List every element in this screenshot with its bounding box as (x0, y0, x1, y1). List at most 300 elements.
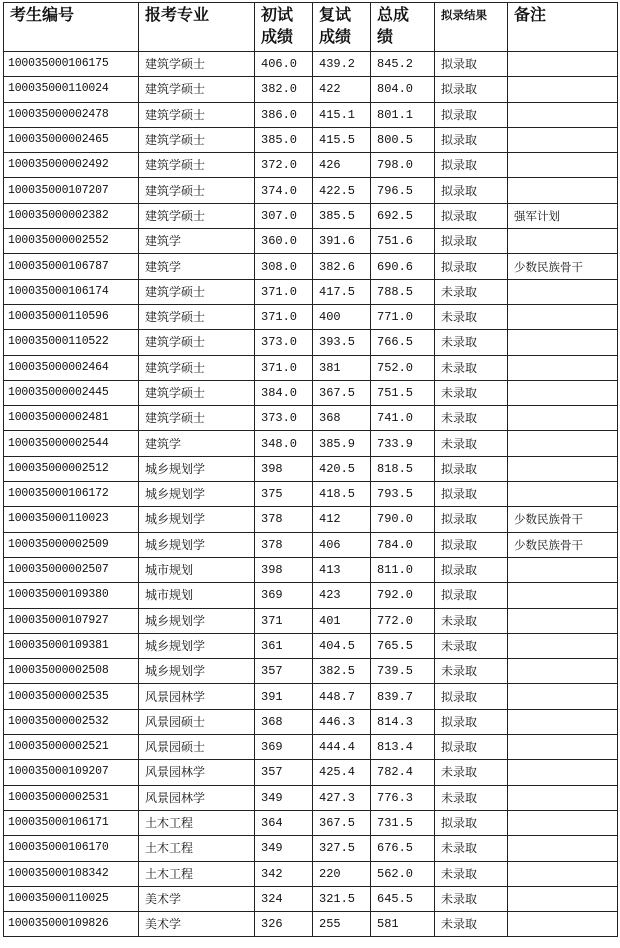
cell-major: 建筑学硕士 (139, 153, 255, 178)
cell-major: 建筑学硕士 (139, 178, 255, 203)
cell-total-score: 751.6 (371, 229, 435, 254)
cell-candidate-id: 100035000108342 (4, 861, 139, 886)
cell-total-score: 676.5 (371, 836, 435, 861)
cell-remarks (508, 482, 618, 507)
cell-total-score: 771.0 (371, 304, 435, 329)
cell-major: 城乡规划学 (139, 633, 255, 658)
cell-remarks (508, 77, 618, 102)
cell-total-score: 790.0 (371, 507, 435, 532)
cell-second-score: 382.6 (313, 254, 371, 279)
cell-total-score: 792.0 (371, 583, 435, 608)
table-row (4, 760, 618, 785)
cell-first-score: 326 (255, 912, 313, 937)
cell-total-score: 581 (371, 912, 435, 937)
cell-candidate-id: 100035000002509 (4, 532, 139, 557)
cell-second-score: 391.6 (313, 229, 371, 254)
header-row (4, 3, 618, 52)
cell-first-score: 385.0 (255, 127, 313, 152)
cell-first-score: 386.0 (255, 102, 313, 127)
cell-total-score: 690.6 (371, 254, 435, 279)
header-first-score (255, 3, 313, 52)
cell-first-score: 398 (255, 456, 313, 481)
table-row (4, 127, 618, 152)
table-row (4, 507, 618, 532)
header-total-score (371, 3, 435, 52)
table-row (4, 102, 618, 127)
cell-second-score: 415.1 (313, 102, 371, 127)
cell-second-score: 448.7 (313, 684, 371, 709)
header-label-line: 总成 (377, 5, 410, 24)
cell-candidate-id: 100035000002508 (4, 659, 139, 684)
cell-major: 风景园林学 (139, 785, 255, 810)
cell-result: 拟录取 (435, 507, 508, 532)
cell-second-score: 401 (313, 608, 371, 633)
cell-first-score: 349 (255, 836, 313, 861)
cell-total-score: 793.5 (371, 482, 435, 507)
table-row (4, 810, 618, 835)
cell-first-score: 384.0 (255, 380, 313, 405)
header-label-line: 绩 (377, 27, 394, 46)
cell-result: 未录取 (435, 760, 508, 785)
cell-remarks (508, 456, 618, 481)
cell-result: 拟录取 (435, 178, 508, 203)
cell-remarks: 强军计划 (508, 203, 618, 228)
cell-first-score: 372.0 (255, 153, 313, 178)
cell-major: 建筑学硕士 (139, 102, 255, 127)
cell-remarks (508, 836, 618, 861)
table-row (4, 330, 618, 355)
cell-first-score: 375 (255, 482, 313, 507)
cell-remarks (508, 102, 618, 127)
cell-total-score: 784.0 (371, 532, 435, 557)
cell-second-score: 444.4 (313, 735, 371, 760)
cell-first-score: 342 (255, 861, 313, 886)
cell-second-score: 413 (313, 557, 371, 582)
table-row (4, 557, 618, 582)
cell-result: 未录取 (435, 380, 508, 405)
cell-second-score: 422 (313, 77, 371, 102)
cell-candidate-id: 100035000002382 (4, 203, 139, 228)
cell-remarks (508, 735, 618, 760)
cell-total-score: 692.5 (371, 203, 435, 228)
cell-first-score: 357 (255, 659, 313, 684)
cell-total-score: 845.2 (371, 52, 435, 77)
cell-remarks (508, 178, 618, 203)
cell-first-score: 348.0 (255, 431, 313, 456)
cell-first-score: 371 (255, 608, 313, 633)
cell-remarks (508, 659, 618, 684)
header-label-line: 成绩 (319, 27, 352, 46)
cell-remarks (508, 127, 618, 152)
cell-second-score: 439.2 (313, 52, 371, 77)
table-row (4, 355, 618, 380)
cell-remarks (508, 52, 618, 77)
cell-second-score: 321.5 (313, 886, 371, 911)
cell-major: 风景园林学 (139, 684, 255, 709)
cell-candidate-id: 100035000109380 (4, 583, 139, 608)
cell-total-score: 839.7 (371, 684, 435, 709)
admission-score-table (3, 2, 618, 937)
cell-first-score: 378 (255, 532, 313, 557)
cell-total-score: 788.5 (371, 279, 435, 304)
cell-major: 建筑学硕士 (139, 380, 255, 405)
cell-candidate-id: 100035000106175 (4, 52, 139, 77)
cell-major: 土木工程 (139, 861, 255, 886)
cell-major: 建筑学硕士 (139, 127, 255, 152)
cell-major: 风景园硕士 (139, 709, 255, 734)
header-label-line: 拟录结果 (441, 8, 487, 22)
table-row (4, 431, 618, 456)
cell-total-score: 811.0 (371, 557, 435, 582)
cell-candidate-id: 100035000110023 (4, 507, 139, 532)
cell-major: 建筑学硕士 (139, 330, 255, 355)
cell-first-score: 382.0 (255, 77, 313, 102)
cell-major: 建筑学 (139, 431, 255, 456)
cell-result: 拟录取 (435, 456, 508, 481)
cell-candidate-id: 100035000002507 (4, 557, 139, 582)
table-row (4, 229, 618, 254)
cell-first-score: 371.0 (255, 304, 313, 329)
cell-total-score: 796.5 (371, 178, 435, 203)
cell-candidate-id: 100035000106170 (4, 836, 139, 861)
cell-candidate-id: 100035000002478 (4, 102, 139, 127)
cell-result: 未录取 (435, 279, 508, 304)
cell-result: 拟录取 (435, 810, 508, 835)
cell-candidate-id: 100035000107927 (4, 608, 139, 633)
cell-candidate-id: 100035000002445 (4, 380, 139, 405)
table-row (4, 203, 618, 228)
header-second-score (313, 3, 371, 52)
cell-major: 美术学 (139, 912, 255, 937)
cell-second-score: 427.3 (313, 785, 371, 810)
cell-total-score: 818.5 (371, 456, 435, 481)
cell-major: 土木工程 (139, 810, 255, 835)
cell-first-score: 373.0 (255, 406, 313, 431)
cell-remarks (508, 406, 618, 431)
cell-total-score: 741.0 (371, 406, 435, 431)
cell-remarks (508, 608, 618, 633)
cell-second-score: 220 (313, 861, 371, 886)
cell-remarks (508, 229, 618, 254)
cell-result: 拟录取 (435, 735, 508, 760)
cell-first-score: 361 (255, 633, 313, 658)
cell-total-score: 731.5 (371, 810, 435, 835)
cell-second-score: 425.4 (313, 760, 371, 785)
cell-total-score: 804.0 (371, 77, 435, 102)
cell-major: 城乡规划学 (139, 532, 255, 557)
cell-remarks (508, 583, 618, 608)
table-row (4, 633, 618, 658)
cell-result: 拟录取 (435, 557, 508, 582)
cell-second-score: 368 (313, 406, 371, 431)
cell-second-score: 426 (313, 153, 371, 178)
cell-remarks (508, 785, 618, 810)
cell-first-score: 364 (255, 810, 313, 835)
cell-second-score: 404.5 (313, 633, 371, 658)
header-label-line: 复试 (319, 5, 352, 24)
cell-remarks (508, 861, 618, 886)
cell-second-score: 382.5 (313, 659, 371, 684)
cell-total-score: 562.0 (371, 861, 435, 886)
header-label-line: 报考专业 (145, 5, 210, 24)
header-remarks (508, 3, 618, 52)
cell-candidate-id: 100035000002521 (4, 735, 139, 760)
table-row (4, 304, 618, 329)
cell-total-score: 752.0 (371, 355, 435, 380)
cell-second-score: 423 (313, 583, 371, 608)
cell-result: 拟录取 (435, 153, 508, 178)
cell-first-score: 307.0 (255, 203, 313, 228)
cell-first-score: 324 (255, 886, 313, 911)
cell-result: 拟录取 (435, 77, 508, 102)
cell-candidate-id: 100035000002464 (4, 355, 139, 380)
cell-major: 建筑学 (139, 229, 255, 254)
cell-remarks (508, 810, 618, 835)
cell-major: 建筑学硕士 (139, 355, 255, 380)
header-label-line: 初试 (261, 5, 294, 24)
cell-candidate-id: 100035000106787 (4, 254, 139, 279)
cell-result: 拟录取 (435, 102, 508, 127)
cell-second-score: 327.5 (313, 836, 371, 861)
cell-result: 拟录取 (435, 709, 508, 734)
cell-candidate-id: 100035000002532 (4, 709, 139, 734)
cell-first-score: 371.0 (255, 355, 313, 380)
cell-result: 未录取 (435, 406, 508, 431)
table-row (4, 178, 618, 203)
cell-second-score: 255 (313, 912, 371, 937)
cell-major: 城乡规划学 (139, 482, 255, 507)
cell-total-score: 798.0 (371, 153, 435, 178)
header-candidate-id (4, 3, 139, 52)
cell-total-score: 782.4 (371, 760, 435, 785)
cell-total-score: 751.5 (371, 380, 435, 405)
cell-remarks (508, 380, 618, 405)
cell-candidate-id: 100035000109381 (4, 633, 139, 658)
cell-major: 城乡规划学 (139, 507, 255, 532)
cell-candidate-id: 100035000002552 (4, 229, 139, 254)
table-row (4, 684, 618, 709)
header-label-line: 成绩 (261, 27, 294, 46)
cell-remarks: 少数民族骨干 (508, 254, 618, 279)
cell-total-score: 645.5 (371, 886, 435, 911)
cell-first-score: 360.0 (255, 229, 313, 254)
cell-remarks: 少数民族骨干 (508, 532, 618, 557)
cell-result: 未录取 (435, 659, 508, 684)
cell-major: 城乡规划学 (139, 608, 255, 633)
table-row (4, 659, 618, 684)
table-row (4, 254, 618, 279)
cell-major: 风景园林学 (139, 760, 255, 785)
cell-major: 风景园硕士 (139, 735, 255, 760)
cell-result: 未录取 (435, 912, 508, 937)
cell-major: 城市规划 (139, 583, 255, 608)
cell-first-score: 406.0 (255, 52, 313, 77)
table-row (4, 608, 618, 633)
cell-total-score: 776.3 (371, 785, 435, 810)
cell-result: 未录取 (435, 330, 508, 355)
cell-candidate-id: 100035000002535 (4, 684, 139, 709)
header-major (139, 3, 255, 52)
cell-remarks (508, 760, 618, 785)
table-body (4, 52, 618, 937)
cell-first-score: 369 (255, 735, 313, 760)
cell-first-score: 391 (255, 684, 313, 709)
cell-candidate-id: 100035000110522 (4, 330, 139, 355)
cell-candidate-id: 100035000109826 (4, 912, 139, 937)
cell-major: 城乡规划学 (139, 659, 255, 684)
cell-result: 未录取 (435, 633, 508, 658)
cell-second-score: 381 (313, 355, 371, 380)
cell-candidate-id: 100035000106171 (4, 810, 139, 835)
cell-remarks (508, 431, 618, 456)
cell-major: 土木工程 (139, 836, 255, 861)
cell-result: 拟录取 (435, 127, 508, 152)
cell-result: 拟录取 (435, 203, 508, 228)
cell-second-score: 422.5 (313, 178, 371, 203)
table-row (4, 456, 618, 481)
table-row (4, 886, 618, 911)
cell-result: 拟录取 (435, 254, 508, 279)
table-row (4, 583, 618, 608)
cell-candidate-id: 100035000002531 (4, 785, 139, 810)
cell-candidate-id: 100035000002512 (4, 456, 139, 481)
header-result (435, 3, 508, 52)
cell-candidate-id: 100035000107207 (4, 178, 139, 203)
header-label-line: 考生编号 (10, 5, 75, 24)
table-row (4, 785, 618, 810)
cell-total-score: 772.0 (371, 608, 435, 633)
cell-total-score: 765.5 (371, 633, 435, 658)
cell-result: 未录取 (435, 836, 508, 861)
cell-result: 未录取 (435, 304, 508, 329)
cell-major: 建筑学硕士 (139, 279, 255, 304)
cell-second-score: 367.5 (313, 380, 371, 405)
header-label-line: 备注 (514, 5, 547, 24)
cell-first-score: 398 (255, 557, 313, 582)
table-row (4, 380, 618, 405)
cell-first-score: 308.0 (255, 254, 313, 279)
cell-second-score: 412 (313, 507, 371, 532)
cell-second-score: 393.5 (313, 330, 371, 355)
cell-second-score: 415.5 (313, 127, 371, 152)
cell-remarks (508, 304, 618, 329)
cell-candidate-id: 100035000110596 (4, 304, 139, 329)
cell-second-score: 385.5 (313, 203, 371, 228)
cell-major: 建筑学硕士 (139, 304, 255, 329)
cell-candidate-id: 100035000002481 (4, 406, 139, 431)
cell-remarks (508, 633, 618, 658)
cell-first-score: 368 (255, 709, 313, 734)
cell-remarks (508, 684, 618, 709)
cell-total-score: 801.1 (371, 102, 435, 127)
cell-result: 拟录取 (435, 583, 508, 608)
cell-result: 拟录取 (435, 229, 508, 254)
cell-remarks (508, 355, 618, 380)
cell-candidate-id: 100035000110024 (4, 77, 139, 102)
cell-second-score: 406 (313, 532, 371, 557)
cell-major: 美术学 (139, 886, 255, 911)
cell-result: 未录取 (435, 431, 508, 456)
cell-candidate-id: 100035000109207 (4, 760, 139, 785)
cell-candidate-id: 100035000002465 (4, 127, 139, 152)
table-row (4, 532, 618, 557)
cell-result: 未录取 (435, 355, 508, 380)
cell-major: 城市规划 (139, 557, 255, 582)
cell-first-score: 349 (255, 785, 313, 810)
table-row (4, 279, 618, 304)
table-row (4, 77, 618, 102)
cell-first-score: 374.0 (255, 178, 313, 203)
cell-result: 拟录取 (435, 482, 508, 507)
table-row (4, 406, 618, 431)
cell-result: 未录取 (435, 861, 508, 886)
cell-candidate-id: 100035000106174 (4, 279, 139, 304)
cell-first-score: 373.0 (255, 330, 313, 355)
cell-second-score: 417.5 (313, 279, 371, 304)
cell-second-score: 418.5 (313, 482, 371, 507)
cell-total-score: 766.5 (371, 330, 435, 355)
table-row (4, 709, 618, 734)
cell-remarks (508, 886, 618, 911)
cell-result: 未录取 (435, 886, 508, 911)
cell-remarks: 少数民族骨干 (508, 507, 618, 532)
cell-candidate-id: 100035000106172 (4, 482, 139, 507)
cell-total-score: 813.4 (371, 735, 435, 760)
cell-result: 拟录取 (435, 532, 508, 557)
table-row (4, 836, 618, 861)
cell-total-score: 733.9 (371, 431, 435, 456)
cell-candidate-id: 100035000110025 (4, 886, 139, 911)
cell-second-score: 420.5 (313, 456, 371, 481)
cell-major: 建筑学硕士 (139, 52, 255, 77)
cell-first-score: 369 (255, 583, 313, 608)
cell-second-score: 446.3 (313, 709, 371, 734)
cell-first-score: 357 (255, 760, 313, 785)
cell-major: 建筑学硕士 (139, 77, 255, 102)
table-row (4, 52, 618, 77)
cell-first-score: 371.0 (255, 279, 313, 304)
table-header (4, 3, 618, 52)
cell-result: 拟录取 (435, 52, 508, 77)
cell-result: 未录取 (435, 785, 508, 810)
table-row (4, 482, 618, 507)
cell-total-score: 800.5 (371, 127, 435, 152)
cell-remarks (508, 153, 618, 178)
cell-result: 拟录取 (435, 684, 508, 709)
cell-total-score: 739.5 (371, 659, 435, 684)
cell-remarks (508, 279, 618, 304)
cell-second-score: 400 (313, 304, 371, 329)
cell-candidate-id: 100035000002492 (4, 153, 139, 178)
cell-result: 未录取 (435, 608, 508, 633)
cell-remarks (508, 557, 618, 582)
table-row (4, 735, 618, 760)
cell-major: 建筑学 (139, 254, 255, 279)
cell-remarks (508, 709, 618, 734)
cell-candidate-id: 100035000002544 (4, 431, 139, 456)
table-row (4, 861, 618, 886)
cell-major: 城乡规划学 (139, 456, 255, 481)
table-row (4, 153, 618, 178)
cell-remarks (508, 330, 618, 355)
cell-first-score: 378 (255, 507, 313, 532)
cell-total-score: 814.3 (371, 709, 435, 734)
cell-major: 建筑学硕士 (139, 406, 255, 431)
cell-second-score: 385.9 (313, 431, 371, 456)
cell-second-score: 367.5 (313, 810, 371, 835)
table-row (4, 912, 618, 937)
cell-major: 建筑学硕士 (139, 203, 255, 228)
